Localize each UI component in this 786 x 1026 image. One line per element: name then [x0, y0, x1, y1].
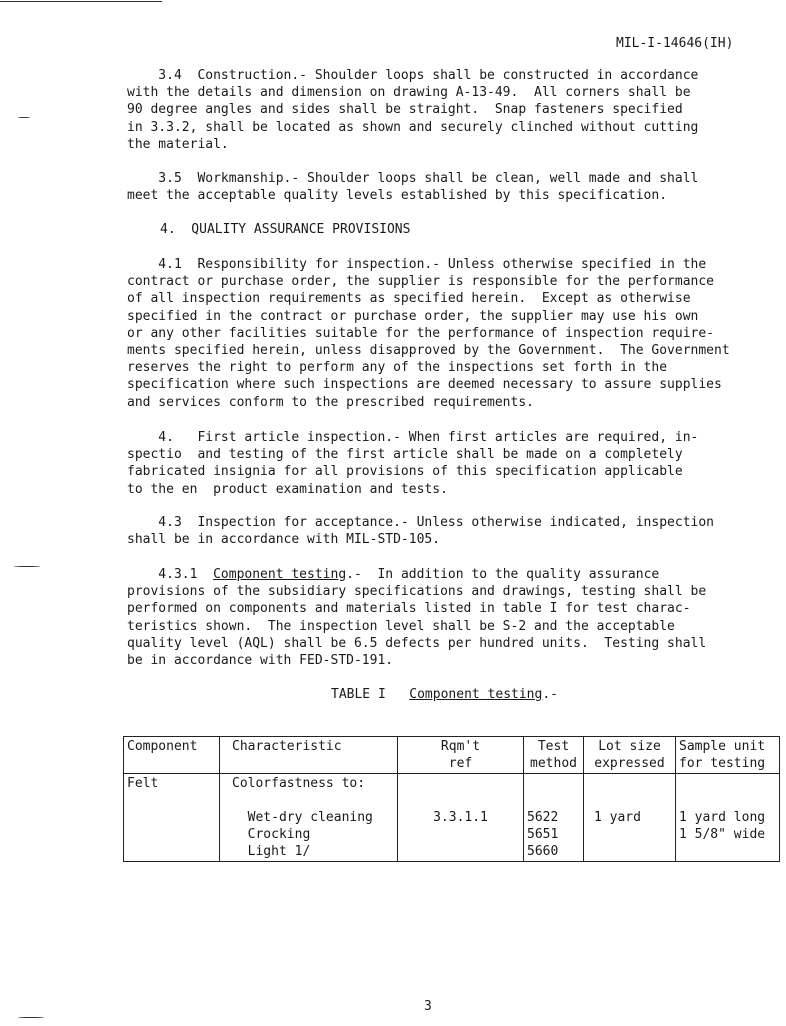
- header-lot-size: Lot size expressed: [584, 737, 676, 774]
- section-3-4: 3.4 Construction.- Shoulder loops shall be constructed in accordance with the details and dimension on drawing A-13-49. All corners shall be 90 degree angles and sides shall be straight. Snap fasteners specified in 3.3.2, shall be located as shown and securely clinched without cutting the material.: [127, 68, 699, 152]
- section-4-3: 4.3 Inspection for acceptance.- Unless otherwise indicated, inspection shall be in accordance with MIL-STD-105.: [127, 515, 714, 548]
- section-3-5: 3.5 Workmanship.- Shoulder loops shall be clean, well made and shall meet the acceptable quality levels established by this specification.: [127, 171, 699, 204]
- section-4-2: 4. First article inspection.- When first articles are required, in- spectio and testing of the first article shall be made on a completely fabricated insignia for all provisions of this specification applicable to the en product examination and tests.: [127, 430, 699, 497]
- section-4-heading: 4. QUALITY ASSURANCE PROVISIONS: [160, 222, 411, 237]
- header-rqmt-ref: Rqm't ref: [398, 737, 524, 774]
- page-number: 3: [424, 999, 432, 1014]
- margin-mark: [14, 566, 40, 567]
- table-row: [124, 774, 780, 862]
- component-testing-table: [123, 736, 780, 862]
- cell-characteristic: Colorfastness to: Wet-dry cleaning Crocking Light 1/: [220, 774, 398, 862]
- header-characteristic: Characteristic: [220, 737, 398, 774]
- table-header-row: [124, 737, 780, 774]
- margin-mark: [18, 1017, 44, 1018]
- header-sample-unit: Sample unit for testing: [676, 737, 780, 774]
- header-component: Component: [124, 737, 220, 774]
- document-number: MIL-I-14646(IH): [616, 36, 734, 51]
- cell-test-method: 5622 5651 5660: [524, 774, 584, 862]
- cell-rqmt-ref: 3.3.1.1: [398, 774, 524, 862]
- cell-sample-unit: 1 yard long 1 5/8" wide: [676, 774, 780, 862]
- table-title: Component testing: [409, 687, 543, 702]
- section-title: Component testing: [213, 567, 347, 582]
- table-label: TABLE I: [331, 687, 410, 702]
- margin-mark: [18, 117, 30, 118]
- section-body: .- In addition to the quality assurance provisions of the subsidiary specifications and drawings, testing shall be performed on components and materials listed in table I for test charac- teristics shown. The inspection level shall be S-2 and the acceptable quality level (AQL) shall be 6.5 defects per hundred units. Testing shall be in accordance with FED-STD-191.: [127, 567, 707, 669]
- section-4-1: 4.1 Responsibility for inspection.- Unless otherwise specified in the contract or purchase order, the supplier is responsible for the performance of all inspection requirements as specified herein. Except as otherwise specified in the contract or purchase order, the supplier may use his own or any other facilities suitable for the performance of inspection require- ments specified herein, unless disapproved by the Government. The Government reserves the right to perform any of the inspections set forth in the specification where such inspections are deemed necessary to assure supplies and services conform to the prescribed requirements.: [127, 257, 730, 410]
- table-caption: [331, 687, 558, 702]
- cell-component: Felt: [124, 774, 220, 862]
- cell-lot-size: 1 yard: [584, 774, 676, 862]
- section-number: 4.3.1: [127, 567, 214, 582]
- header-test-method: Test method: [524, 737, 584, 774]
- top-rule: [0, 1, 162, 2]
- table-title-suffix: .-: [542, 687, 558, 702]
- section-4-3-1: [127, 566, 706, 669]
